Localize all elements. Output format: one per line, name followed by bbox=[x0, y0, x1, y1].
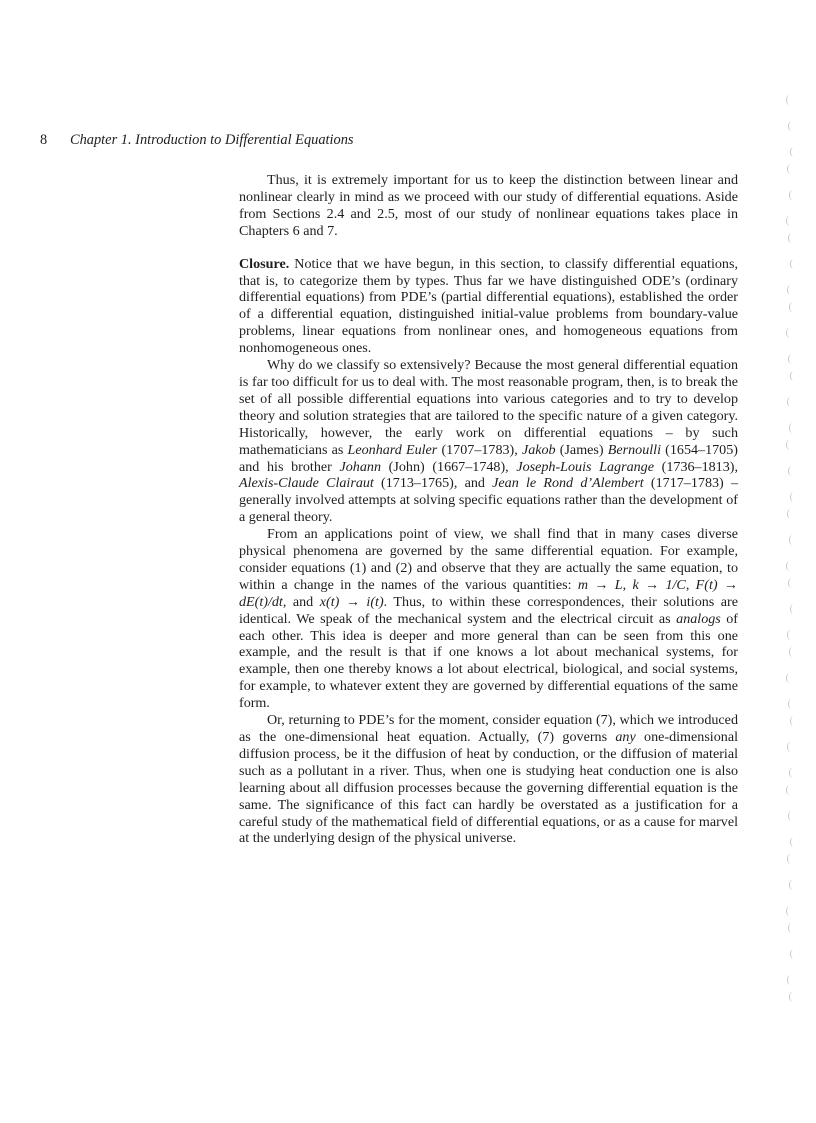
scan-mark bbox=[788, 466, 795, 476]
scan-mark bbox=[790, 492, 797, 502]
scan-mark bbox=[787, 397, 794, 407]
text-run: (1654–1705) and his brother bbox=[239, 441, 738, 475]
scan-mark bbox=[786, 328, 793, 338]
text-run: one-dimensional diffusion process, be it the diffusion of heat by conduction, or the diffusion of material such as a pollutant in a river. Thus, when one is studying heat conduction one is also learning about all diffusion processes because the governing differential equation is the same. The significance of this fact can hardly be overstated as a justification for a careful study of the mathematical field of differential equations, or as a cause for marvel at the underlying design of the physical universe. bbox=[239, 729, 738, 847]
scan-mark bbox=[787, 742, 794, 752]
math-k-to-1-over-C: k → 1/C bbox=[632, 576, 686, 593]
scan-mark bbox=[789, 880, 796, 890]
scan-mark bbox=[788, 699, 795, 709]
text-run: Why do we classify so extensively? Because the most general differential equation is far too difficult for us to deal with. The most reasonable program, then, is to break the set of all possible differential equations into various categories and to try to develop theory and solution strategies that are tailored to the specific nature of a given category. Historically, however, the early work on differential equations – by such mathematicians as bbox=[239, 357, 738, 458]
scan-mark bbox=[787, 285, 794, 295]
scan-mark bbox=[788, 811, 795, 821]
scan-mark bbox=[789, 992, 796, 1002]
scan-mark bbox=[789, 190, 796, 200]
scan-mark bbox=[786, 785, 793, 795]
name-bernoulli: Bernoulli bbox=[607, 441, 661, 458]
name-euler: Leonhard Euler bbox=[347, 441, 438, 458]
scan-mark bbox=[787, 975, 794, 985]
closure-heading: Closure. bbox=[239, 255, 290, 272]
scan-mark bbox=[790, 371, 797, 381]
text-run: . Thus, to within these correspondences, their solutions are identical. We speak of the mechanical system and the electrical circuit as bbox=[239, 593, 739, 627]
paragraph-heat-equation bbox=[239, 712, 738, 847]
text-run: (1707–1783), bbox=[437, 441, 522, 458]
scan-mark bbox=[790, 837, 797, 847]
scan-mark bbox=[787, 630, 794, 640]
scan-mark bbox=[790, 949, 797, 959]
closure-text: Notice that we have begun, in this section, to classify differential equations, that is, to categorize them by types. Thus far we have distinguished ODE’s (ordinary differential equations) from PDE’s (partial differential equations), established the order of a differential equation, distinguished initial-value problems from boundary-value problems, linear equations from nonlinear ones, and homogeneous equations from nonhomogeneous ones. bbox=[239, 255, 738, 357]
scan-mark bbox=[790, 716, 797, 726]
term-any: any bbox=[615, 729, 636, 745]
scan-mark bbox=[789, 768, 796, 778]
page-number: 8 bbox=[40, 132, 48, 148]
scan-mark bbox=[786, 216, 793, 226]
scan-binding-edge bbox=[786, 95, 800, 1025]
scan-mark bbox=[786, 561, 793, 571]
scan-mark bbox=[786, 95, 793, 105]
scan-mark bbox=[787, 854, 794, 864]
name-dalembert: Jean le Rond d’Alembert bbox=[492, 475, 644, 492]
scan-mark bbox=[787, 164, 794, 174]
scan-mark bbox=[789, 423, 796, 433]
text-run: (John) (1667–1748), bbox=[381, 458, 517, 475]
text-run: of each other. This idea is deeper and more general than can be seen from this one example, and the result is that if one knows a lot about mechanical systems, for example, then one thereby knows a lot about electrical, biological, and social systems, for example, to whatever extent they are governed by differential equations of the same form. bbox=[239, 610, 738, 712]
scan-mark bbox=[789, 647, 796, 657]
scan-mark bbox=[789, 535, 796, 545]
math-F-to-dE-dt: F(t) → dE(t)/dt bbox=[239, 576, 739, 610]
scan-mark bbox=[790, 604, 797, 614]
text-run: (1717–1783) – generally involved attempts at solving specific equations rather than the development of a general theory. bbox=[239, 475, 738, 526]
name-clairaut: Alexis-Claude Clairaut bbox=[239, 475, 374, 492]
paragraph-applications bbox=[239, 526, 738, 712]
scan-mark bbox=[786, 673, 793, 683]
name-lagrange: Joseph-Louis Lagrange bbox=[516, 458, 654, 475]
scan-mark bbox=[786, 440, 793, 450]
scan-mark bbox=[789, 302, 796, 312]
scan-mark bbox=[788, 233, 795, 243]
scan-mark bbox=[788, 354, 795, 364]
paragraph-closure bbox=[239, 256, 738, 357]
term-analogs: analogs bbox=[676, 610, 721, 627]
body-text bbox=[239, 172, 738, 847]
text-run: , bbox=[685, 576, 696, 593]
math-x-to-i: x(t) → i(t) bbox=[319, 593, 384, 610]
text-run: (James) bbox=[555, 441, 608, 458]
scan-mark bbox=[790, 259, 797, 269]
scan-mark bbox=[788, 578, 795, 588]
scan-mark bbox=[790, 147, 797, 157]
text-run: , bbox=[622, 576, 633, 593]
scan-mark bbox=[788, 121, 795, 131]
chapter-title: Chapter 1. Introduction to Differential Equations bbox=[70, 132, 354, 148]
name-johann: Johann bbox=[339, 458, 381, 475]
text-run: Or, returning to PDE’s for the moment, consider equation (7), which we introduced as the one-dimensional heat equation. Actually, (7) governs bbox=[239, 712, 738, 745]
running-head bbox=[40, 131, 354, 149]
scan-mark bbox=[787, 509, 794, 519]
paragraph-why-classify bbox=[239, 357, 738, 526]
paragraph-linear-distinction: Thus, it is extremely important for us to keep the distinction between linear and nonlinear clearly in mind as we proceed with our study of differential equations. Aside from Sections 2.4 and 2.5, most of our study of nonlinear equations takes place in Chapters 6 and 7. bbox=[239, 172, 738, 239]
text-run: From an applications point of view, we shall find that in many cases diverse physical phenomena are governed by the same differential equation. For example, consider equations (1) and (2) and observe that they are actually the same equation, to within a change in the names of the various quantities: bbox=[239, 526, 738, 593]
text-run: , and bbox=[282, 593, 320, 610]
scan-mark bbox=[786, 906, 793, 916]
name-jakob: Jakob bbox=[521, 441, 556, 458]
text-run: (1736–1813), bbox=[654, 458, 738, 475]
math-m-to-L: m → L bbox=[577, 576, 623, 593]
text-run: (1713–1765), and bbox=[373, 475, 493, 492]
scan-mark bbox=[788, 923, 795, 933]
